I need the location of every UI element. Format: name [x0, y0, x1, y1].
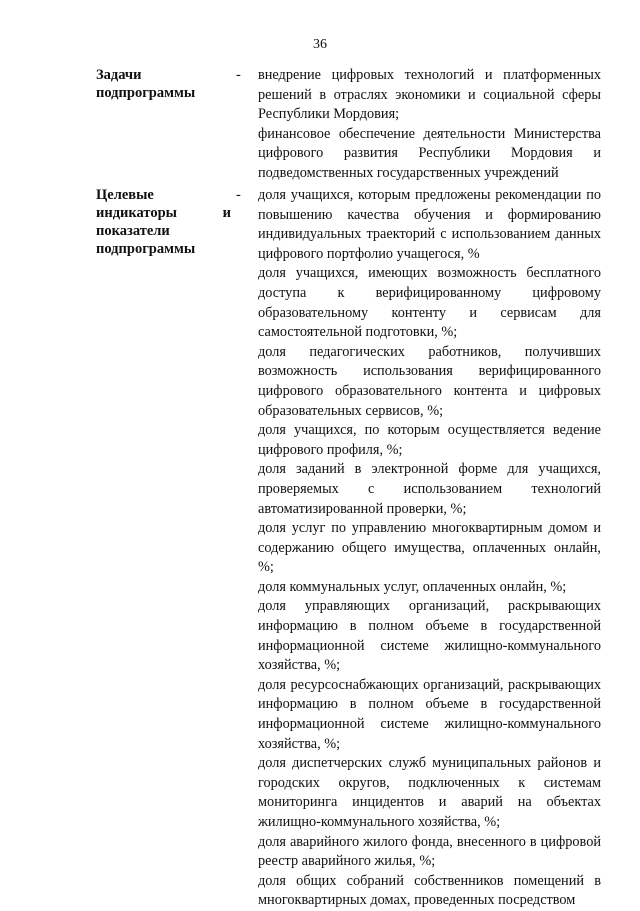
- list-item: доля ресурсоснабжающих организаций, раскрывающих информацию в полном объеме в государственной информационной системе жилищно-коммунального хозяйства, %;: [258, 676, 601, 752]
- list-item: доля диспетчерских служб муниципальных районов и городских округов, подключенных к системам мониторинга инцидентов и аварий на объектах жилищно-коммунального хозяйства, %;: [258, 755, 601, 830]
- list-item: доля услуг по управлению многоквартирным домом и содержанию общего имущества, оплаченных онлайн, %;: [258, 520, 601, 576]
- label-line: подпрограммы: [96, 241, 196, 257]
- section-items: [258, 186, 601, 911]
- section-label: [96, 186, 231, 258]
- list-item: финансовое обеспечение деятельности Министерства цифрового развития Республики Мордовия и подведомственных государственных учреждений: [258, 125, 601, 181]
- dash-separator: -: [236, 67, 241, 83]
- label-line: показатели: [96, 223, 170, 239]
- list-item: доля заданий в электронной форме для учащихся, проверяемых с использованием технологий автоматизированной проверки, %;: [258, 461, 601, 517]
- list-item: доля общих собраний собственников помещений в многоквартирных домах, проведенных посредством: [258, 872, 601, 909]
- section-label: [96, 66, 231, 102]
- label-line: Задачи: [96, 67, 142, 83]
- list-item: внедрение цифровых технологий и платформенных решений в отраслях экономики и социальной сферы Республики Мордовия;: [258, 67, 601, 123]
- list-item: доля аварийного жилого фонда, внесенного в цифровой реестр аварийного жилья, %;: [258, 833, 601, 870]
- list-item: доля управляющих организаций, раскрывающих информацию в полном объеме в государственной информационной системе жилищно-коммунального хозяйства, %;: [258, 598, 601, 674]
- list-item: доля учащихся, которым предложены рекомендации по повышению качества обучения и формированию индивидуальных траекторий с использованием данных цифрового портфолио учащегося, %: [258, 187, 601, 262]
- list-item: доля учащихся, имеющих возможность бесплатного доступа к верифицированному цифровому образовательному контенту и сервисам для самостоятельной подготовки, %;: [258, 265, 601, 341]
- label-line: Целевые: [96, 187, 154, 203]
- section-items: [258, 66, 601, 184]
- label-line: подпрограммы: [96, 85, 196, 101]
- page-number: 36: [313, 37, 327, 52]
- list-item: доля учащихся, по которым осуществляется ведение цифрового профиля, %;: [258, 422, 601, 458]
- dash-separator: -: [236, 187, 241, 203]
- list-item: доля педагогических работников, получивших возможность использования верифицированного цифрового образовательного контента и цифровых образовательных сервисов, %;: [258, 343, 601, 419]
- list-item: доля коммунальных услуг, оплаченных онлайн, %;: [258, 578, 567, 595]
- label-line: индикаторы и: [96, 205, 231, 221]
